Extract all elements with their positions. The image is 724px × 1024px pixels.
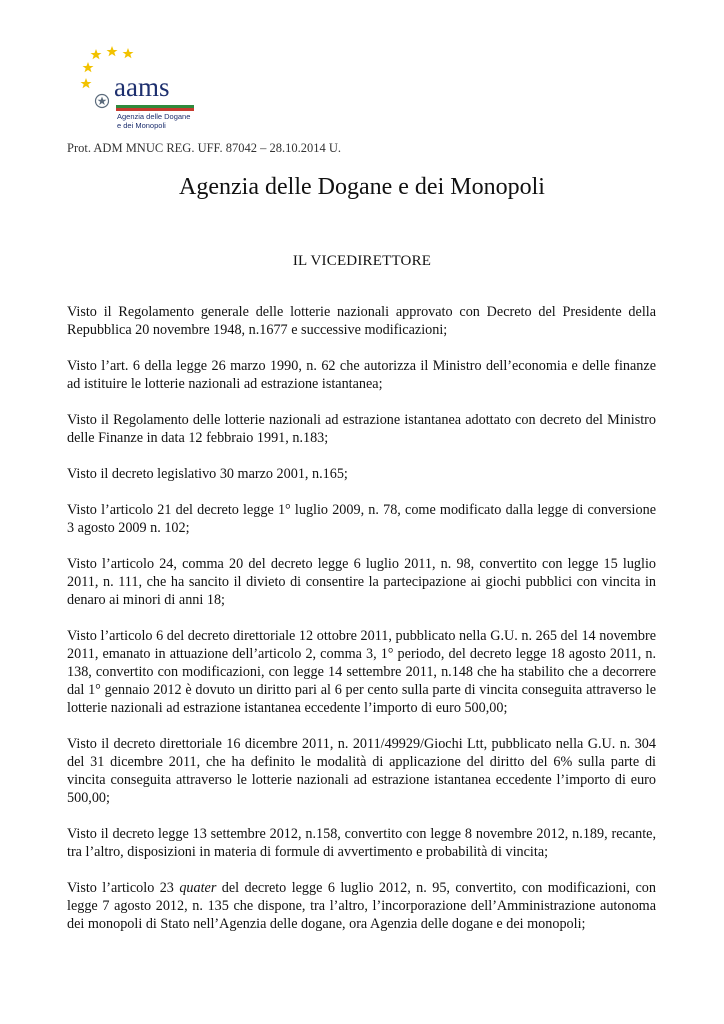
star-icon (123, 48, 134, 58)
logo-caption (117, 112, 217, 130)
star-icon (91, 49, 102, 59)
document-body (67, 303, 656, 951)
star-icon (83, 62, 94, 72)
paragraph: Visto l’articolo 21 del decreto legge 1° luglio 2009, n. 78, come modificato dalla legge di conversione 3 agosto 2009 n. 102; (67, 502, 656, 536)
paragraph: Visto il Regolamento delle lotterie nazionali ad estrazione istantanea adottato con decreto del Ministro delle Finanze in data 12 febbraio 1991, n.183; (67, 412, 656, 446)
republic-emblem-icon (96, 95, 109, 108)
paragraph: Visto il Regolamento generale delle lotterie nazionali approvato con Decreto del Presidente della Repubblica 20 novembre 1948, n.1677 e successive modificazioni; (67, 304, 656, 338)
paragraph: Visto l’art. 6 della legge 26 marzo 1990, n. 62 che autorizza il Ministro dell’economia e delle finanze ad istituire le lotterie nazionali ad estrazione istantanea; (67, 358, 656, 392)
paragraph: Visto il decreto direttoriale 16 dicembre 2011, n. 2011/49929/Giochi Ltt, pubblicato nella G.U. n. 304 del 31 dicembre 2011, che ha definito le modalità di applicazione del diritto del 6% sulla parte di vincita conseguita attraverso le lotterie nazionali ad estrazione istantanea eccedente l’importo di euro 500,00; (67, 736, 656, 806)
paragraph: Visto l’articolo 24, comma 20 del decreto legge 6 luglio 2011, n. 98, convertito con legge 15 luglio 2011, n. 111, che ha sancito il divieto di consentire la partecipazione ai giochi pubblici con vincita in denaro ai minori di anni 18; (67, 556, 656, 608)
paragraph-text: del decreto legge 6 luglio 2012, n. 95, convertito, con modificazioni, con legge 7 agosto 2012, n. 135 che dispone, tra l’altro, l’incorporazione dell’Amministrazione autonoma dei monopoli di Stato nell’Agenzia delle dogane, ora Agenzia delle dogane e dei monopoli; (67, 880, 656, 932)
star-icon (107, 46, 118, 56)
protocol-number: Prot. ADM MNUC REG. UFF. 87042 – 28.10.2014 U. (67, 141, 342, 155)
paragraph-italic-term: quater (179, 880, 217, 896)
paragraph: Visto l’articolo 6 del decreto direttoriale 12 ottobre 2011, pubblicato nella G.U. n. 265 del 14 novembre 2011, emanato in attuazione dell’articolo 2, comma 3, 1° periodo, del decreto legge 18 agosto 2011, n. 138, convertito con modificazioni, con legge 14 settembre 2011, n.148 che ha stabilito che a decorrere dal 1° gennaio 2012 è dovuto un diritto pari al 6 per cento sulla parte di vincita conseguita attraverso le lotterie nazionali ad estrazione istantanea eccedente l’importo di euro 500,00; (67, 628, 656, 716)
paragraph: Visto il decreto legge 13 settembre 2012, n.158, convertito con legge 8 novembre 2012, n.189, recante, tra l’altro, disposizioni in materia di formule di avvertimento e probabilità di vincita; (67, 826, 656, 860)
logo-stripe-red (116, 108, 194, 111)
document-subtitle: IL VICEDIRETTORE (292, 253, 432, 269)
star-icon (81, 78, 92, 88)
logo-wordmark: aams (114, 72, 170, 102)
logo-caption-line2: e dei Monopoli (117, 121, 166, 130)
paragraph-last (67, 879, 656, 933)
page-title: Agenzia delle Dogane e dei Monopoli (179, 174, 545, 200)
paragraph-text: Visto l’articolo 23 (67, 880, 180, 896)
agency-logo (80, 44, 210, 140)
paragraph: Visto il decreto legislativo 30 marzo 2001, n.165; (67, 466, 348, 482)
logo-caption-line1: Agenzia delle Dogane (117, 112, 191, 121)
